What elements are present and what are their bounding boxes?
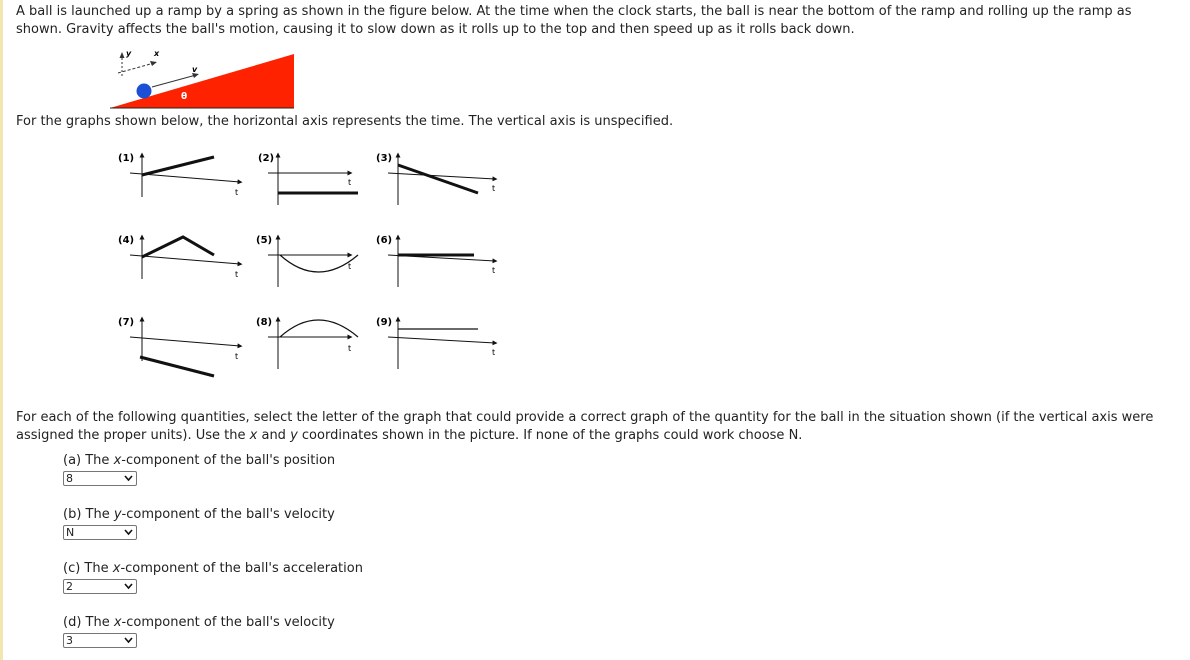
question-a: [63, 452, 335, 486]
time-axis: [130, 337, 240, 346]
time-axis-label: t: [235, 270, 239, 279]
instructions-text: For each of the following quantities, select the letter of the graph that could provide a correct graph of the quantity for the ball in the situation shown (if the vertical axis were assigned the proper units). Use the: [16, 410, 1154, 443]
graph-curve: [398, 165, 478, 193]
answer-select-b[interactable]: [63, 525, 137, 540]
graph-2: [258, 153, 358, 205]
selected-value: 3: [66, 634, 73, 647]
graph-6: [376, 235, 495, 287]
graph-label: (7): [118, 317, 135, 328]
ramp: [110, 54, 294, 108]
graph-9: [376, 317, 495, 369]
time-axis: [388, 173, 495, 179]
instructions-and: and: [257, 428, 291, 443]
time-axis-label: t: [348, 344, 352, 353]
time-axis-label: t: [492, 348, 496, 357]
time-axis-label: t: [235, 352, 239, 361]
graph-label: (2): [258, 153, 275, 164]
theta-label: θ: [181, 92, 188, 102]
v-label: v: [192, 65, 198, 74]
graph-label: (1): [118, 153, 135, 164]
graph-1: [118, 153, 240, 197]
graph-label: (6): [376, 235, 393, 246]
graph-curve: [142, 237, 214, 257]
time-axis: [388, 337, 495, 343]
graph-label: (9): [376, 317, 393, 328]
question-label: (a) The x-component of the ball's position: [63, 453, 336, 468]
graph-curve: [280, 255, 358, 272]
graph-5: [256, 235, 358, 287]
graph-label: (5): [256, 235, 273, 246]
question-label: (b) The y-component of the ball's velocity: [63, 507, 335, 522]
y-axis-arrowhead: [120, 52, 125, 58]
graph-label: (3): [376, 153, 393, 164]
graph-3: [376, 153, 495, 205]
graph-7: [118, 317, 240, 376]
question-b: [63, 506, 335, 540]
question-label: (c) The x-component of the ball's acceleration: [63, 561, 363, 576]
instructions: [16, 409, 1176, 445]
graphs-grid: [110, 145, 510, 385]
graph-curve: [142, 157, 214, 175]
question-label: (d) The x-component of the ball's velocity: [63, 615, 335, 630]
graph-curve: [280, 320, 358, 337]
graph-label: (4): [118, 235, 135, 246]
answer-select-d[interactable]: [63, 633, 137, 648]
selected-value: 8: [66, 472, 73, 485]
time-axis-label: t: [492, 184, 496, 193]
instructions-y: y: [290, 428, 298, 443]
answer-select-c[interactable]: [63, 579, 137, 594]
x-label: x: [154, 49, 160, 58]
x-axis-arrow: [118, 63, 154, 73]
graph-label: (8): [256, 317, 273, 328]
question-d: [63, 614, 335, 648]
ramp-figure: [100, 46, 300, 112]
x-axis-arrowhead: [150, 61, 157, 66]
question-c: [63, 560, 363, 594]
problem-intro: A ball is launched up a ramp by a spring as shown in the figure below. At the time when the clock starts, the ball is near the bottom of the ramp and rolling up the ramp as shown. Gravity affects the ball's motion, causing it to slow down as it rolls up to the top and then speed up as it rolls back down.: [16, 4, 1132, 37]
answer-select-a[interactable]: [63, 471, 137, 486]
ball: [137, 84, 152, 99]
graph-4: [118, 235, 240, 279]
chevron-down-icon: [124, 529, 133, 536]
time-axis-label: t: [492, 266, 496, 275]
y-label: y: [126, 49, 132, 58]
time-axis-label: t: [348, 178, 352, 187]
graph-8: [256, 317, 358, 369]
time-axis-label: t: [348, 262, 352, 271]
instructions-text-end: coordinates shown in the picture. If none of the graphs could work choose N.: [297, 428, 803, 443]
graph-curve: [140, 357, 214, 376]
selected-value: N: [66, 526, 75, 539]
chevron-down-icon: [124, 475, 133, 482]
selected-value: 2: [66, 580, 73, 593]
instructions-x: x: [249, 428, 258, 443]
time-axis-label: t: [235, 188, 239, 197]
chevron-down-icon: [124, 637, 133, 644]
graphs-caption: For the graphs shown below, the horizontal axis represents the time. The vertical axis is unspecified.: [16, 114, 674, 129]
chevron-down-icon: [124, 583, 133, 590]
